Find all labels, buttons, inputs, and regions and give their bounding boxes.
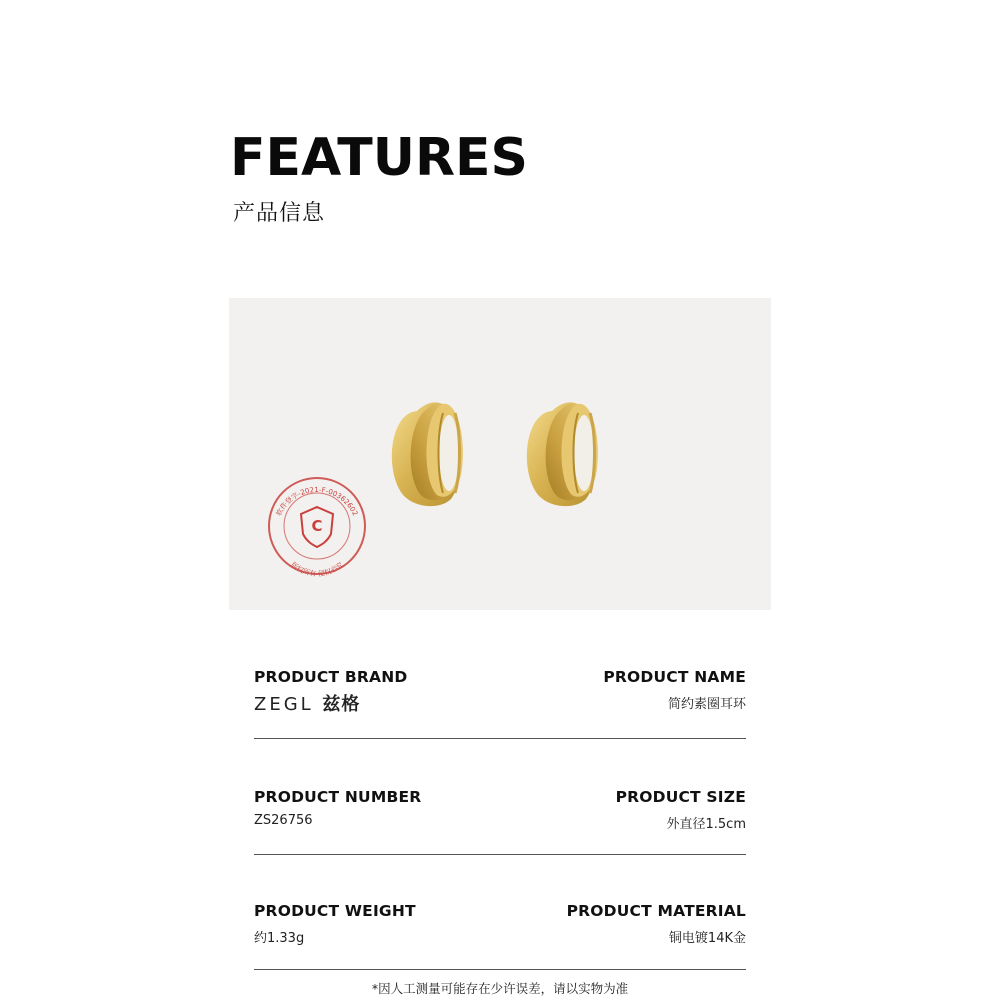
spec-number — [254, 788, 421, 828]
gold-hoop-earring-icon — [392, 402, 463, 506]
page-subtitle: 产品信息 — [233, 201, 326, 226]
weight-value: 约1.33g — [254, 931, 305, 946]
page-title: FEATURES — [230, 128, 528, 188]
spec-name — [603, 668, 746, 712]
copyright-seal-icon — [269, 478, 365, 578]
size-value: 外直径1.5cm — [666, 817, 746, 832]
brand-value — [254, 690, 407, 716]
svg-text:C: C — [311, 517, 323, 535]
number-value: ZS26756 — [254, 813, 313, 828]
material-value: 铜电镀14K金 — [668, 931, 746, 946]
divider — [254, 738, 746, 739]
divider — [254, 969, 746, 970]
gold-hoop-earring-icon — [527, 402, 598, 506]
brand-latin: ZEGL — [254, 694, 314, 715]
material-label: PRODUCT MATERIAL — [566, 902, 746, 920]
spec-material — [567, 902, 746, 946]
spec-size — [616, 788, 746, 832]
brand-cn: 兹格 — [322, 694, 361, 715]
svg-text:软件登字-2021-F-00362602: 软件登字-2021-F-00362602 — [274, 485, 360, 518]
spec-brand — [254, 668, 407, 716]
size-label: PRODUCT SIZE — [615, 788, 746, 806]
spec-weight — [254, 902, 416, 946]
svg-text:版权所有 侵权必究: 版权所有 侵权必究 — [289, 560, 345, 579]
weight-label: PRODUCT WEIGHT — [254, 902, 416, 920]
measurement-disclaimer: *因人工测量可能存在少许误差，请以实物为准 — [371, 981, 629, 996]
brand-label: PRODUCT BRAND — [254, 668, 408, 686]
number-label: PRODUCT NUMBER — [254, 788, 422, 806]
divider — [254, 854, 746, 855]
name-value: 简约素圈耳环 — [667, 697, 746, 712]
name-label: PRODUCT NAME — [603, 668, 746, 686]
product-photo-graphic — [229, 298, 771, 610]
product-photo — [229, 298, 771, 610]
